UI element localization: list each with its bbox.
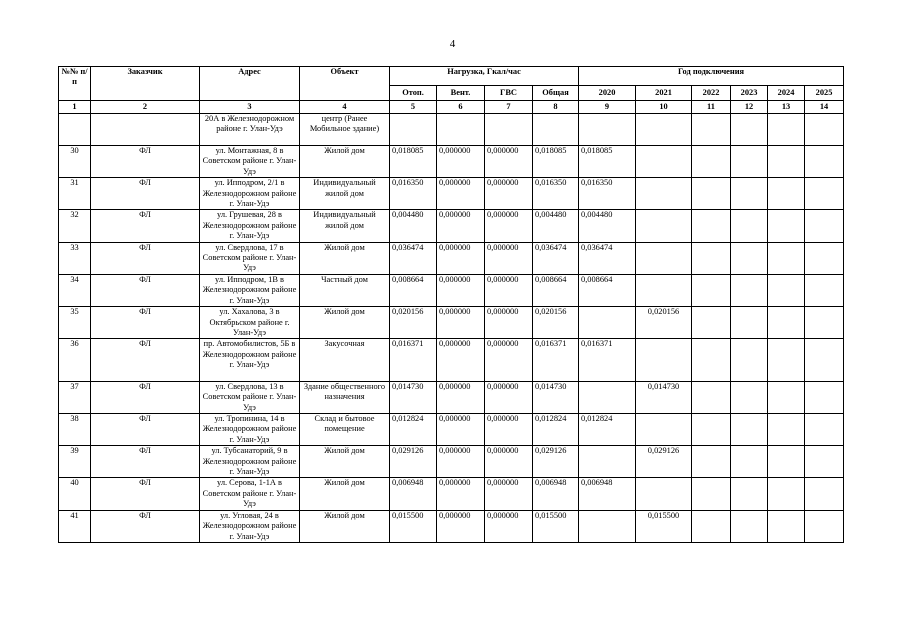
cell-load-total: 0,012824 bbox=[533, 414, 579, 446]
cell-year-2021 bbox=[636, 274, 692, 306]
cell-year-2023 bbox=[731, 414, 768, 446]
cell-object: центр (Ранее Мобильное здание) bbox=[300, 114, 390, 146]
table-row bbox=[59, 339, 844, 382]
column-number: 14 bbox=[805, 101, 844, 114]
cell-year-2022 bbox=[692, 510, 731, 542]
cell-object: Индивидуальный жилой дом bbox=[300, 178, 390, 210]
cell-address: ул. Свердлова, 13 в Советском районе г. Улан-Удэ bbox=[200, 381, 300, 413]
cell-load-vent: 0,000000 bbox=[437, 210, 485, 242]
cell-address: пр. Автомобилистов, 5Б в Железнодорожном районе г. Улан-Удэ bbox=[200, 339, 300, 382]
column-number: 1 bbox=[59, 101, 91, 114]
cell-load-vent: 0,000000 bbox=[437, 339, 485, 382]
cell-load-vent: 0,000000 bbox=[437, 478, 485, 510]
header-num: №№ п/п bbox=[59, 67, 91, 101]
cell-year-2021 bbox=[636, 242, 692, 274]
cell-load-total: 0,004480 bbox=[533, 210, 579, 242]
cell-year-2023 bbox=[731, 339, 768, 382]
cell-year-2020: 0,004480 bbox=[579, 210, 636, 242]
table-row bbox=[59, 446, 844, 478]
cell-load-vent: 0,000000 bbox=[437, 274, 485, 306]
cell-num: 39 bbox=[59, 446, 91, 478]
cell-load-heat: 0,018085 bbox=[390, 146, 437, 178]
cell-year-2023 bbox=[731, 510, 768, 542]
cell-address: ул. Грушевая, 28 в Железнодорожном районе г. Улан-Удэ bbox=[200, 210, 300, 242]
cell-year-2020: 0,008664 bbox=[579, 274, 636, 306]
header-load-total: Общая bbox=[533, 86, 579, 101]
cell-load-heat: 0,016350 bbox=[390, 178, 437, 210]
column-number: 13 bbox=[768, 101, 805, 114]
cell-year-2021 bbox=[636, 210, 692, 242]
cell-load-gvs: 0,000000 bbox=[485, 414, 533, 446]
cell-year-2024 bbox=[768, 274, 805, 306]
cell-object: Жилой дом bbox=[300, 478, 390, 510]
cell-load-heat: 0,006948 bbox=[390, 478, 437, 510]
header-load-vent: Вент. bbox=[437, 86, 485, 101]
column-number: 2 bbox=[91, 101, 200, 114]
cell-year-2025 bbox=[805, 339, 844, 382]
cell-customer: ФЛ bbox=[91, 339, 200, 382]
cell-year-2022 bbox=[692, 178, 731, 210]
cell-load-heat: 0,029126 bbox=[390, 446, 437, 478]
cell-num: 37 bbox=[59, 381, 91, 413]
table-row bbox=[59, 178, 844, 210]
header-year-2022: 2022 bbox=[692, 86, 731, 101]
cell-address: ул. Хахалова, 3 в Октябрьском районе г. Улан-Удэ bbox=[200, 307, 300, 339]
cell-year-2020: 0,018085 bbox=[579, 146, 636, 178]
cell-year-2022 bbox=[692, 446, 731, 478]
table-row bbox=[59, 478, 844, 510]
cell-load-gvs: 0,000000 bbox=[485, 274, 533, 306]
cell-load-total: 0,016371 bbox=[533, 339, 579, 382]
cell-load-gvs: 0,000000 bbox=[485, 339, 533, 382]
column-number: 3 bbox=[200, 101, 300, 114]
cell-year-2025 bbox=[805, 446, 844, 478]
cell-year-2025 bbox=[805, 210, 844, 242]
cell-object: Жилой дом bbox=[300, 446, 390, 478]
table-row bbox=[59, 307, 844, 339]
cell-year-2024 bbox=[768, 242, 805, 274]
header-load-heat: Отоп. bbox=[390, 86, 437, 101]
cell-num: 32 bbox=[59, 210, 91, 242]
cell-year-2025 bbox=[805, 478, 844, 510]
cell-year-2023 bbox=[731, 178, 768, 210]
cell-year-2024 bbox=[768, 510, 805, 542]
column-number: 12 bbox=[731, 101, 768, 114]
cell-customer: ФЛ bbox=[91, 510, 200, 542]
column-number: 8 bbox=[533, 101, 579, 114]
cell-year-2022 bbox=[692, 242, 731, 274]
cell-customer: ФЛ bbox=[91, 274, 200, 306]
cell-year-2023 bbox=[731, 146, 768, 178]
cell-load-total: 0,036474 bbox=[533, 242, 579, 274]
cell-year-2024 bbox=[768, 210, 805, 242]
cell-customer: ФЛ bbox=[91, 307, 200, 339]
cell-load-vent: 0,000000 bbox=[437, 146, 485, 178]
cell-year-2021: 0,029126 bbox=[636, 446, 692, 478]
cell-year-2024 bbox=[768, 414, 805, 446]
cell-load-heat: 0,008664 bbox=[390, 274, 437, 306]
cell-address: 20А в Железнодорожном районе г. Улан-Удэ bbox=[200, 114, 300, 146]
cell-year-2021 bbox=[636, 178, 692, 210]
cell-year-2022 bbox=[692, 146, 731, 178]
cell-load-total: 0,029126 bbox=[533, 446, 579, 478]
cell-year-2024 bbox=[768, 446, 805, 478]
header-object: Объект bbox=[300, 67, 390, 101]
cell-load-total: 0,006948 bbox=[533, 478, 579, 510]
cell-year-2023 bbox=[731, 210, 768, 242]
cell-year-2025 bbox=[805, 381, 844, 413]
column-number: 6 bbox=[437, 101, 485, 114]
cell-load-heat: 0,015500 bbox=[390, 510, 437, 542]
cell-load-heat: 0,016371 bbox=[390, 339, 437, 382]
cell-num: 41 bbox=[59, 510, 91, 542]
cell-address: ул. Тубсанаторий, 9 в Железнодорожном районе г. Улан-Удэ bbox=[200, 446, 300, 478]
cell-customer: ФЛ bbox=[91, 178, 200, 210]
cell-load-heat: 0,036474 bbox=[390, 242, 437, 274]
cell-load-gvs: 0,000000 bbox=[485, 381, 533, 413]
cell-load-vent: 0,000000 bbox=[437, 446, 485, 478]
header-load-gvs: ГВС bbox=[485, 86, 533, 101]
cell-customer: ФЛ bbox=[91, 381, 200, 413]
cell-load-vent: 0,000000 bbox=[437, 414, 485, 446]
cell-load-vent: 0,000000 bbox=[437, 510, 485, 542]
cell-year-2020 bbox=[579, 446, 636, 478]
cell-year-2020 bbox=[579, 510, 636, 542]
table-row bbox=[59, 381, 844, 413]
column-number: 11 bbox=[692, 101, 731, 114]
cell-year-2025 bbox=[805, 242, 844, 274]
table-row bbox=[59, 414, 844, 446]
cell-year-2024 bbox=[768, 178, 805, 210]
cell-year-2023 bbox=[731, 242, 768, 274]
cell-load-gvs: 0,000000 bbox=[485, 146, 533, 178]
cell-year-2022 bbox=[692, 478, 731, 510]
cell-year-2025 bbox=[805, 307, 844, 339]
cell-year-2022 bbox=[692, 210, 731, 242]
cell-year-2023 bbox=[731, 381, 768, 413]
column-number: 4 bbox=[300, 101, 390, 114]
table-row-continuation bbox=[59, 114, 844, 146]
header-year-2024: 2024 bbox=[768, 86, 805, 101]
cell-year-2023 bbox=[731, 274, 768, 306]
cell-load-total: 0,008664 bbox=[533, 274, 579, 306]
table-row bbox=[59, 274, 844, 306]
cell-customer: ФЛ bbox=[91, 242, 200, 274]
cell-object: Жилой дом bbox=[300, 146, 390, 178]
connections-table bbox=[58, 66, 844, 543]
cell-year-2021 bbox=[636, 478, 692, 510]
cell-customer: ФЛ bbox=[91, 478, 200, 510]
cell-year-2025 bbox=[805, 146, 844, 178]
cell-load-gvs: 0,000000 bbox=[485, 446, 533, 478]
header-connection-year: Год подключения bbox=[579, 67, 844, 86]
column-number: 5 bbox=[390, 101, 437, 114]
cell-num: 40 bbox=[59, 478, 91, 510]
cell-load-vent: 0,000000 bbox=[437, 242, 485, 274]
cell-load-total: 0,015500 bbox=[533, 510, 579, 542]
cell-year-2024 bbox=[768, 146, 805, 178]
cell-year-2021 bbox=[636, 146, 692, 178]
cell-address: ул. Монтажная, 8 в Советском районе г. Улан-Удэ bbox=[200, 146, 300, 178]
cell-load-total: 0,020156 bbox=[533, 307, 579, 339]
cell-load-total: 0,016350 bbox=[533, 178, 579, 210]
cell-object: Закусочная bbox=[300, 339, 390, 382]
cell-load-heat: 0,020156 bbox=[390, 307, 437, 339]
cell-address: ул. Серова, 1-1А в Советском районе г. Улан-Удэ bbox=[200, 478, 300, 510]
cell-num: 38 bbox=[59, 414, 91, 446]
cell-year-2020: 0,006948 bbox=[579, 478, 636, 510]
column-number: 9 bbox=[579, 101, 636, 114]
cell-num: 31 bbox=[59, 178, 91, 210]
cell-year-2023 bbox=[731, 478, 768, 510]
cell-load-vent: 0,000000 bbox=[437, 307, 485, 339]
table-row bbox=[59, 510, 844, 542]
column-number: 7 bbox=[485, 101, 533, 114]
cell-num: 33 bbox=[59, 242, 91, 274]
cell-year-2020: 0,012824 bbox=[579, 414, 636, 446]
cell-year-2022 bbox=[692, 381, 731, 413]
cell-year-2024 bbox=[768, 339, 805, 382]
cell-object: Частный дом bbox=[300, 274, 390, 306]
table-row bbox=[59, 242, 844, 274]
cell-load-gvs: 0,000000 bbox=[485, 510, 533, 542]
cell-object: Здание общественного назначения bbox=[300, 381, 390, 413]
cell-address: ул. Ипподром, 2/1 в Железнодорожном районе г. Улан-Удэ bbox=[200, 178, 300, 210]
header-customer: Заказчик bbox=[91, 67, 200, 101]
header-year-2023: 2023 bbox=[731, 86, 768, 101]
cell-customer: ФЛ bbox=[91, 146, 200, 178]
cell-customer: ФЛ bbox=[91, 414, 200, 446]
page-number: 4 bbox=[449, 38, 456, 50]
cell-year-2021: 0,015500 bbox=[636, 510, 692, 542]
column-number: 10 bbox=[636, 101, 692, 114]
cell-object: Жилой дом bbox=[300, 510, 390, 542]
cell-object: Жилой дом bbox=[300, 242, 390, 274]
cell-load-vent: 0,000000 bbox=[437, 178, 485, 210]
cell-address: ул. Свердлова, 17 в Советском районе г. Улан-Удэ bbox=[200, 242, 300, 274]
cell-load-gvs: 0,000000 bbox=[485, 178, 533, 210]
cell-year-2020: 0,036474 bbox=[579, 242, 636, 274]
cell-load-total: 0,014730 bbox=[533, 381, 579, 413]
cell-year-2021 bbox=[636, 339, 692, 382]
cell-load-gvs: 0,000000 bbox=[485, 307, 533, 339]
cell-year-2025 bbox=[805, 178, 844, 210]
header-year-2020: 2020 bbox=[579, 86, 636, 101]
cell-load-heat: 0,014730 bbox=[390, 381, 437, 413]
cell-year-2021: 0,020156 bbox=[636, 307, 692, 339]
cell-year-2025 bbox=[805, 510, 844, 542]
cell-year-2020: 0,016350 bbox=[579, 178, 636, 210]
cell-year-2020 bbox=[579, 381, 636, 413]
cell-load-heat: 0,004480 bbox=[390, 210, 437, 242]
cell-load-gvs: 0,000000 bbox=[485, 210, 533, 242]
cell-year-2024 bbox=[768, 381, 805, 413]
table-row bbox=[59, 146, 844, 178]
cell-address: ул. Угловая, 24 в Железнодорожном районе г. Улан-Удэ bbox=[200, 510, 300, 542]
cell-year-2020: 0,016371 bbox=[579, 339, 636, 382]
cell-address: ул. Тропинина, 14 в Железнодорожном районе г. Улан-Удэ bbox=[200, 414, 300, 446]
cell-year-2022 bbox=[692, 414, 731, 446]
cell-object: Склад и бытовое помещение bbox=[300, 414, 390, 446]
cell-year-2022 bbox=[692, 339, 731, 382]
cell-load-heat: 0,012824 bbox=[390, 414, 437, 446]
cell-year-2024 bbox=[768, 478, 805, 510]
cell-year-2022 bbox=[692, 307, 731, 339]
cell-num: 30 bbox=[59, 146, 91, 178]
header-year-2025: 2025 bbox=[805, 86, 844, 101]
cell-load-total: 0,018085 bbox=[533, 146, 579, 178]
cell-num: 35 bbox=[59, 307, 91, 339]
cell-year-2023 bbox=[731, 307, 768, 339]
cell-load-vent: 0,000000 bbox=[437, 381, 485, 413]
cell-customer: ФЛ bbox=[91, 210, 200, 242]
cell-year-2025 bbox=[805, 414, 844, 446]
header-address: Адрес bbox=[200, 67, 300, 101]
cell-customer: ФЛ bbox=[91, 446, 200, 478]
cell-object: Индивидуальный жилой дом bbox=[300, 210, 390, 242]
cell-num: 34 bbox=[59, 274, 91, 306]
cell-object: Жилой дом bbox=[300, 307, 390, 339]
cell-year-2023 bbox=[731, 446, 768, 478]
cell-year-2021: 0,014730 bbox=[636, 381, 692, 413]
cell-year-2025 bbox=[805, 274, 844, 306]
cell-year-2021 bbox=[636, 414, 692, 446]
cell-address: ул. Ипподром, 1В в Железнодорожном районе г. Улан-Удэ bbox=[200, 274, 300, 306]
cell-load-gvs: 0,000000 bbox=[485, 478, 533, 510]
cell-year-2022 bbox=[692, 274, 731, 306]
cell-load-gvs: 0,000000 bbox=[485, 242, 533, 274]
header-year-2021: 2021 bbox=[636, 86, 692, 101]
cell-num: 36 bbox=[59, 339, 91, 382]
table-row bbox=[59, 210, 844, 242]
column-number-row bbox=[59, 101, 844, 114]
cell-year-2024 bbox=[768, 307, 805, 339]
header-load: Нагрузка, Гкал/час bbox=[390, 67, 579, 86]
cell-year-2020 bbox=[579, 307, 636, 339]
